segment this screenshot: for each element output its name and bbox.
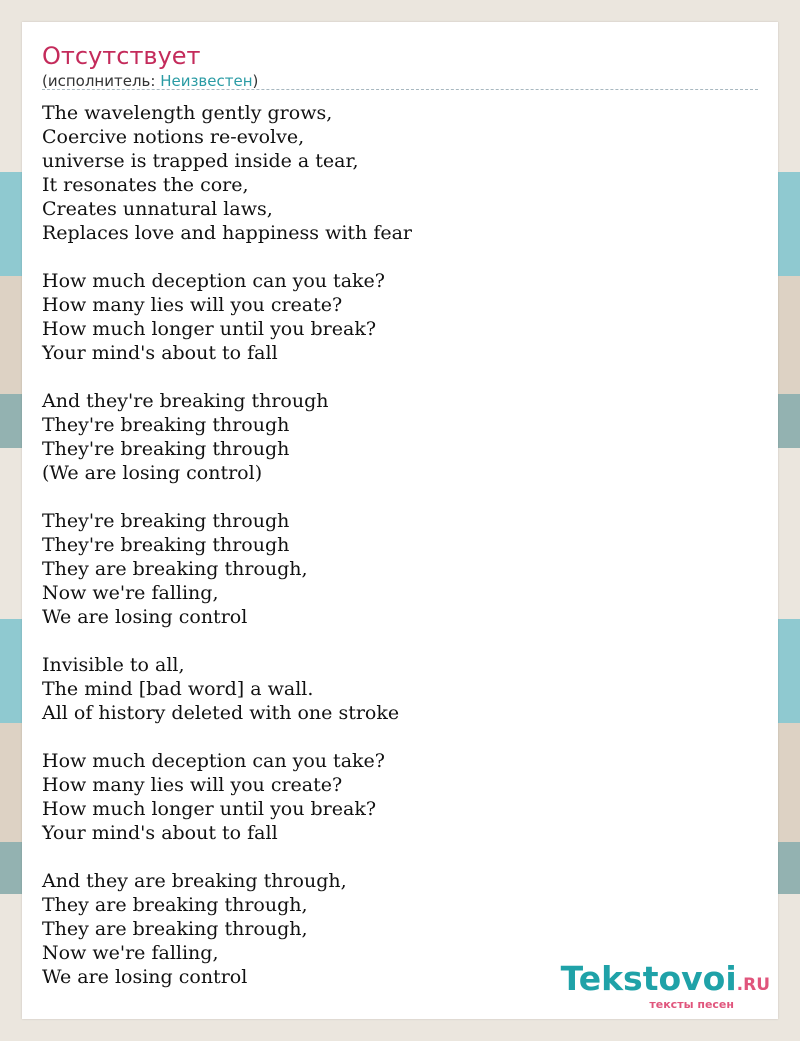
artist-link[interactable]: Неизвестен <box>160 72 253 90</box>
lyric-line: And they're breaking through <box>42 390 329 412</box>
lyric-line: We are losing control <box>42 966 248 988</box>
lyric-line: Invisible to all, <box>42 654 185 676</box>
lyric-line: The mind [bad word] a wall. <box>42 678 314 700</box>
lyric-line: They're breaking through <box>42 510 290 532</box>
lyric-line: How much longer until you break? <box>42 798 377 820</box>
lyric-line: They're breaking through <box>42 438 290 460</box>
lyric-line: Your mind's about to fall <box>42 822 278 844</box>
lyric-line: Creates unnatural laws, <box>42 198 273 220</box>
tekstovoi-logo[interactable] <box>560 959 770 1011</box>
lyric-line: universe is trapped inside a tear, <box>42 150 359 172</box>
song-title: Отсутствует <box>42 42 201 70</box>
stanza-break <box>42 245 742 269</box>
lyric-line: They are breaking through, <box>42 918 308 940</box>
lyric-line: We are losing control <box>42 606 248 628</box>
lyric-line: How much deception can you take? <box>42 750 385 772</box>
lyric-line: All of history deleted with one stroke <box>42 702 400 724</box>
lyric-line: The wavelength gently grows, <box>42 102 333 124</box>
title-divider <box>42 89 758 90</box>
logo-tagline: тексты песен <box>649 998 734 1011</box>
lyric-line: They are breaking through, <box>42 894 308 916</box>
lyric-line: They're breaking through <box>42 534 290 556</box>
stanza-break <box>42 485 742 509</box>
lyric-line: How much deception can you take? <box>42 270 385 292</box>
lyric-line: And they are breaking through, <box>42 870 347 892</box>
stanza-break <box>42 845 742 869</box>
lyric-line: How much longer until you break? <box>42 318 377 340</box>
lyric-line: Now we're falling, <box>42 582 219 604</box>
lyric-line: Coercive notions re-evolve, <box>42 126 305 148</box>
lyrics-card <box>22 22 778 1019</box>
lyric-line: How many lies will you create? <box>42 294 343 316</box>
performer-prefix: (исполнитель: <box>42 72 161 90</box>
performer-suffix: ) <box>252 72 259 90</box>
stanza-break <box>42 365 742 389</box>
lyric-line: They're breaking through <box>42 414 290 436</box>
logo-tld: .RU <box>736 975 770 995</box>
stanza-break <box>42 725 742 749</box>
lyric-line: (We are losing control) <box>42 462 263 484</box>
lyric-line: Replaces love and happiness with fear <box>42 222 413 244</box>
lyrics-body <box>42 101 742 989</box>
lyric-line: Your mind's about to fall <box>42 342 278 364</box>
lyric-line: They are breaking through, <box>42 558 308 580</box>
lyric-line: Now we're falling, <box>42 942 219 964</box>
lyric-line: It resonates the core, <box>42 174 249 196</box>
lyric-line: How many lies will you create? <box>42 774 343 796</box>
stanza-break <box>42 629 742 653</box>
logo-name: Tekstovoi <box>560 959 737 998</box>
performer-line <box>42 71 258 91</box>
